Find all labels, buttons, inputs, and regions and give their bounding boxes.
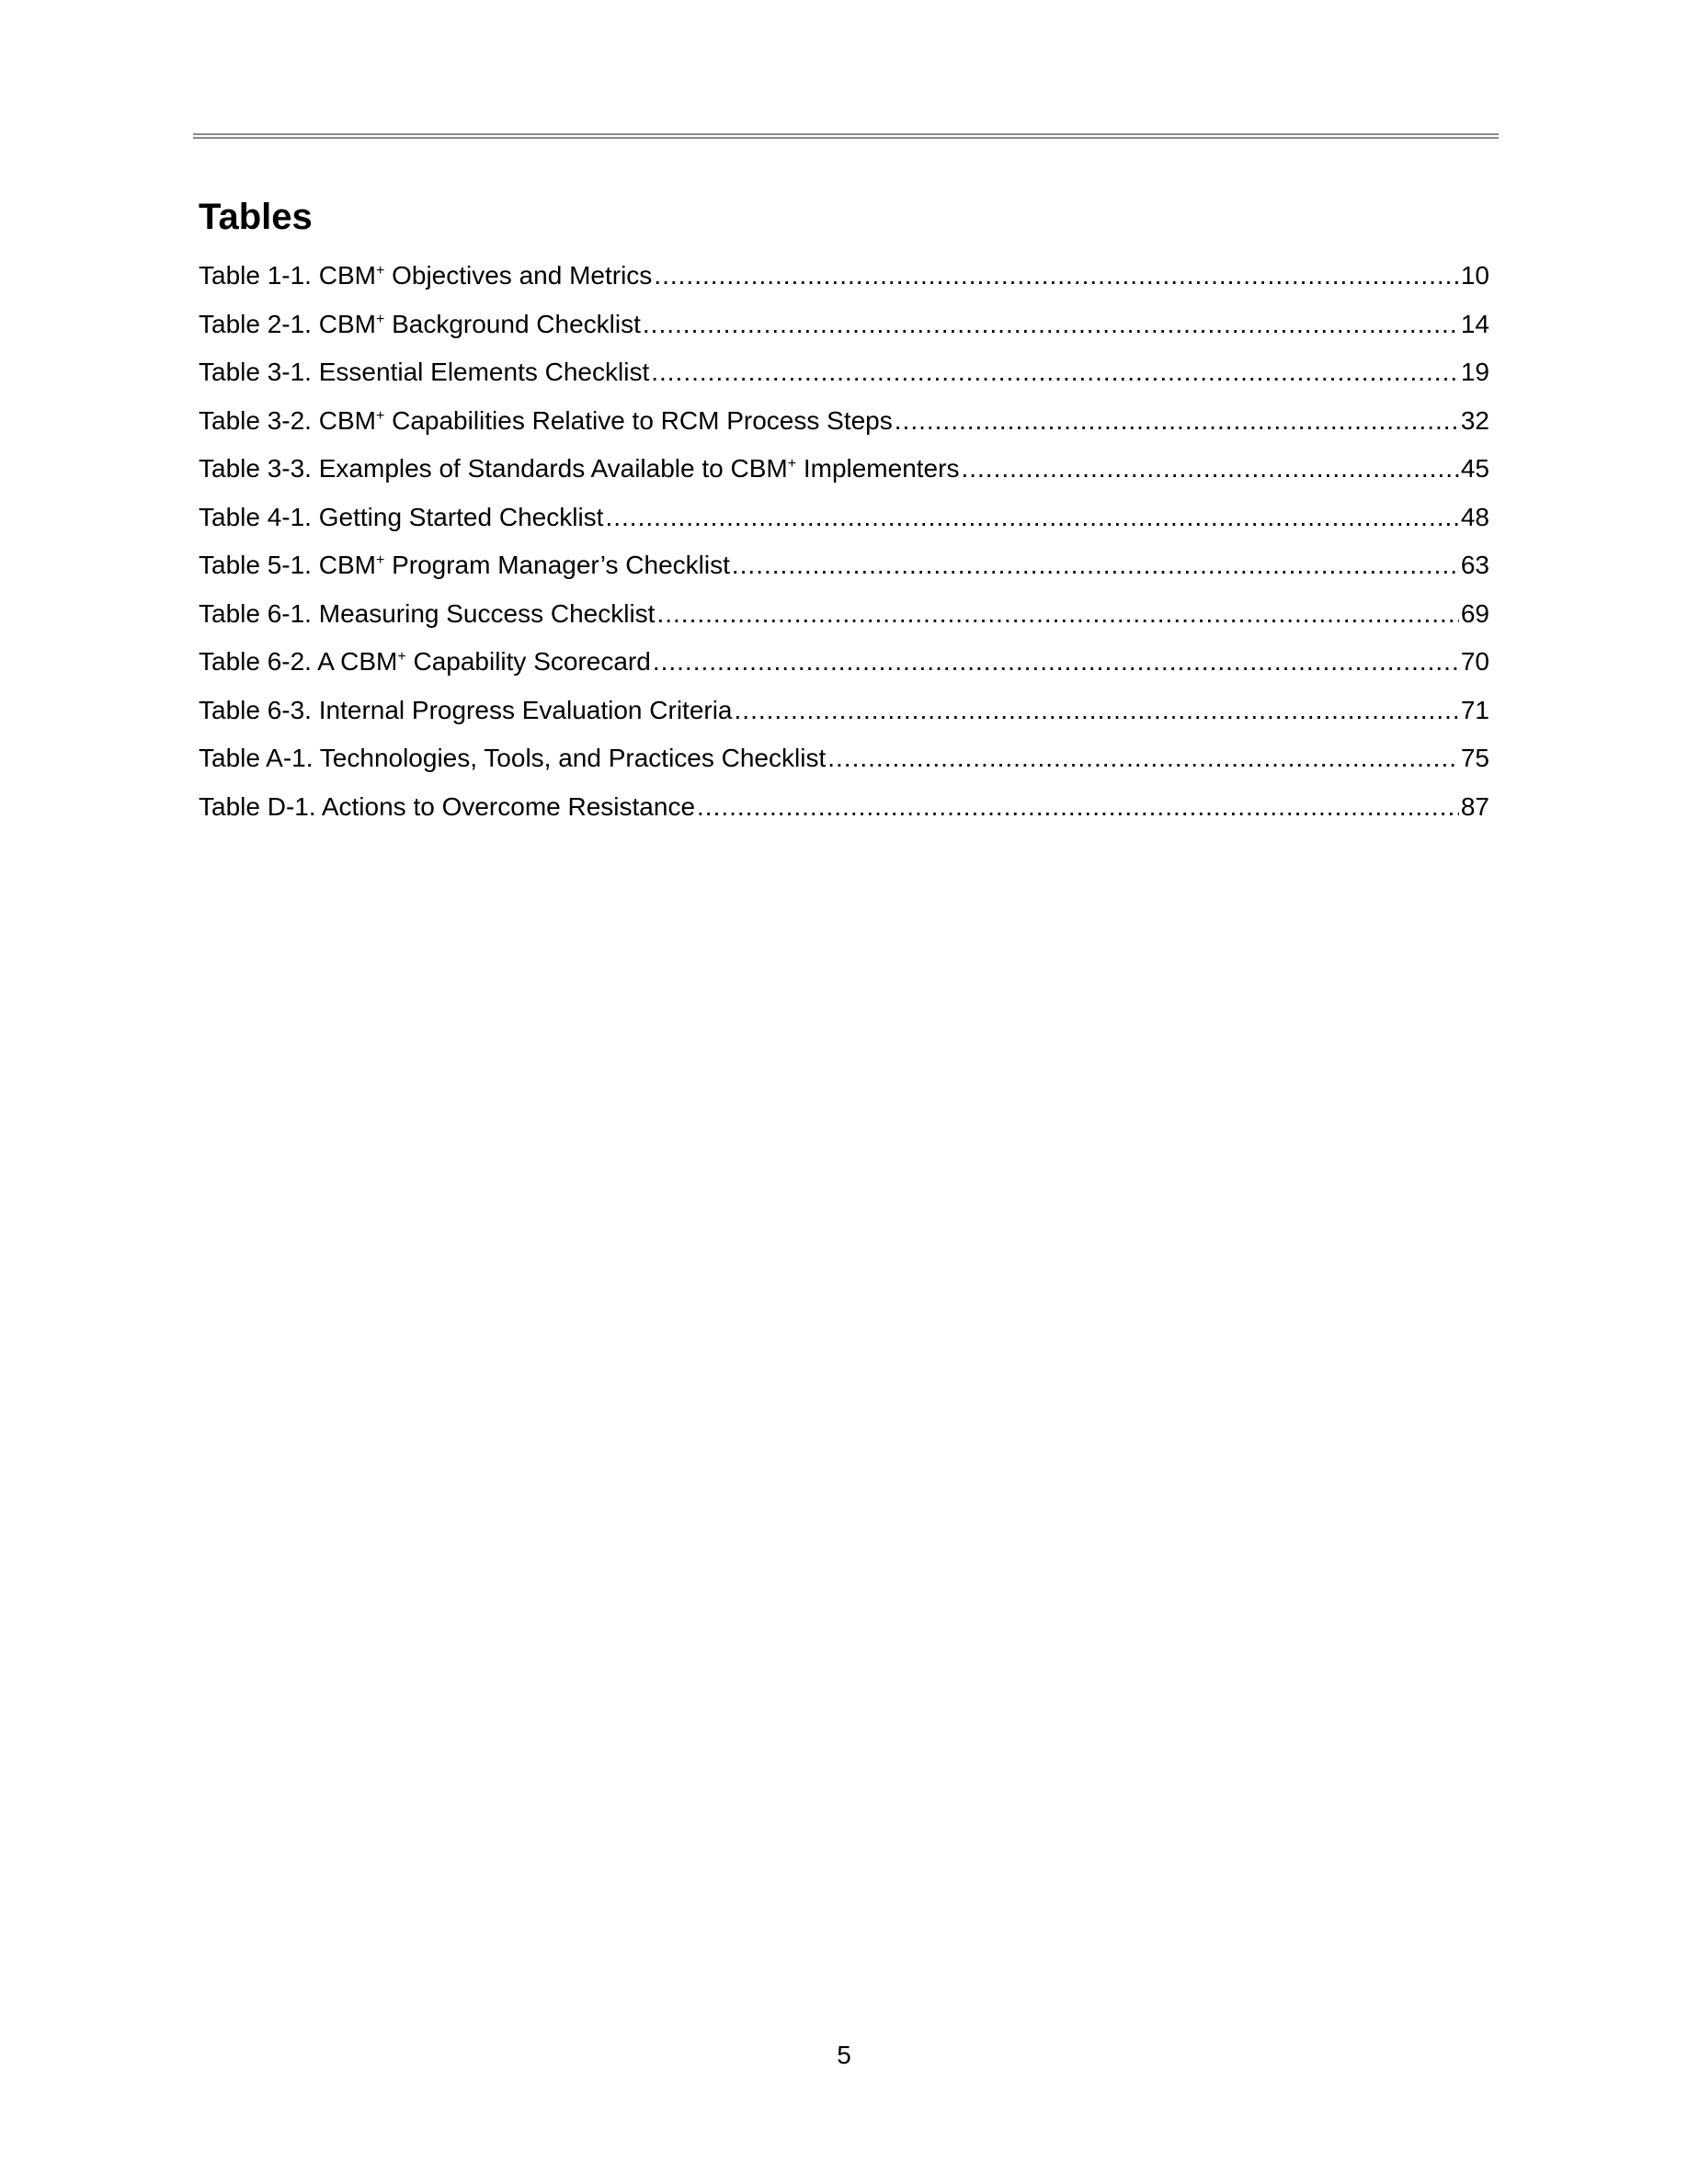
toc-entry-page: 63 (1460, 551, 1489, 579)
toc-entry[interactable] (199, 354, 1489, 403)
toc-entry-page: 70 (1460, 647, 1489, 676)
toc-entry-page: 87 (1460, 791, 1489, 821)
dot-leader (827, 740, 1459, 777)
toc-entry[interactable] (199, 740, 1489, 789)
toc-entry[interactable] (199, 450, 1489, 499)
dot-leader (643, 306, 1459, 343)
toc-entry[interactable] (199, 789, 1489, 837)
toc-entry[interactable] (199, 403, 1489, 451)
toc-entry-label: Table 1-1. CBM+ Objectives and Metrics (199, 261, 653, 290)
toc-entry-label: Table D-1. Actions to Overcome Resistance (199, 791, 696, 821)
section-title: Tables (199, 197, 313, 237)
toc-entry-label: Table 5-1. CBM+ Program Manager’s Checklist (199, 551, 730, 579)
toc-entry-page: 69 (1460, 598, 1489, 628)
table-of-tables-list (199, 257, 1489, 836)
toc-entry-page: 14 (1460, 309, 1489, 338)
toc-entry-label: Table 6-1. Measuring Success Checklist (199, 598, 656, 628)
dot-leader (654, 257, 1459, 294)
toc-entry[interactable] (199, 257, 1489, 306)
toc-entry-label: Table A-1. Technologies, Tools, and Practices Checklist (199, 744, 827, 772)
dot-leader (651, 354, 1459, 391)
toc-entry-page: 19 (1460, 358, 1489, 386)
dot-leader (656, 596, 1458, 632)
toc-entry-page: 32 (1460, 405, 1489, 435)
toc-entry[interactable] (199, 643, 1489, 692)
toc-entry[interactable] (199, 547, 1489, 596)
dot-leader (653, 643, 1459, 680)
toc-entry[interactable] (199, 499, 1489, 548)
toc-entry-page: 45 (1460, 454, 1489, 483)
toc-entry-label: Table 2-1. CBM+ Background Checklist (199, 309, 641, 338)
dot-leader (605, 499, 1458, 536)
toc-entry[interactable] (199, 596, 1489, 644)
toc-entry-label: Table 3-3. Examples of Standards Available to CBM+ Implementers (199, 454, 960, 483)
toc-entry-label: Table 3-1. Essential Elements Checklist (199, 358, 650, 386)
toc-entry-label: Table 6-2. A CBM+ Capability Scorecard (199, 647, 651, 676)
dot-leader (735, 692, 1459, 729)
toc-entry-label: Table 6-3. Internal Progress Evaluation Criteria (199, 695, 733, 724)
toc-entry-page: 48 (1460, 502, 1489, 531)
toc-entry-label: Table 3-2. CBM+ Capabilities Relative to RCM Process Steps (199, 405, 893, 435)
toc-entry[interactable] (199, 692, 1489, 741)
toc-entry-page: 71 (1460, 695, 1489, 724)
toc-entry[interactable] (199, 306, 1489, 355)
toc-entry-label: Table 4-1. Getting Started Checklist (199, 502, 604, 531)
dot-leader (697, 789, 1459, 825)
toc-entry-page: 10 (1460, 261, 1489, 290)
dot-leader (895, 403, 1459, 439)
dot-leader (732, 547, 1459, 584)
dot-leader (961, 450, 1458, 487)
header-rule (193, 133, 1499, 139)
toc-entry-page: 75 (1460, 744, 1489, 772)
page-number: 5 (837, 2041, 851, 2069)
